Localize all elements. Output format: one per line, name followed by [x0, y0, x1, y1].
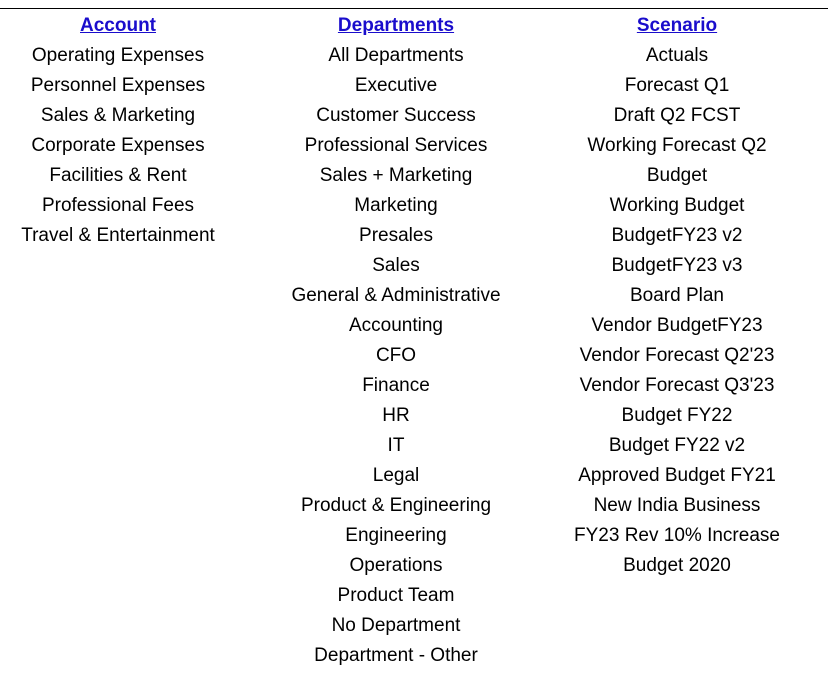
account-item: Corporate Expenses [31, 135, 205, 156]
scenario-item: FY23 Rev 10% Increase [574, 525, 780, 546]
department-item: CFO [375, 345, 417, 366]
account-item: Personnel Expenses [30, 75, 206, 96]
account-item: Travel & Entertainment [21, 225, 215, 246]
departments-column [272, 11, 520, 671]
departments-header-link[interactable]: Departments [337, 15, 455, 36]
department-item: Accounting [348, 315, 443, 336]
account-header-link[interactable]: Account [80, 15, 156, 36]
department-item: Professional Services [304, 135, 488, 156]
scenario-item: Working Forecast Q2 [587, 135, 767, 156]
account-item: Professional Fees [41, 195, 195, 216]
scenario-column [556, 11, 798, 581]
account-column [0, 11, 236, 251]
department-item: All Departments [328, 45, 464, 66]
department-item: Sales [372, 255, 420, 276]
department-item: Customer Success [316, 105, 476, 126]
scenario-item: Forecast Q1 [624, 75, 730, 96]
scenario-item: Vendor Forecast Q3'23 [579, 375, 775, 396]
department-item: Product Team [337, 585, 455, 606]
scenario-header-link[interactable]: Scenario [636, 15, 718, 36]
department-item: No Department [331, 615, 461, 636]
department-item: Finance [362, 375, 430, 396]
account-item: Operating Expenses [31, 45, 205, 66]
scenario-item: Actuals [645, 45, 709, 66]
scenario-item: Approved Budget FY21 [578, 465, 776, 486]
department-item: General & Administrative [291, 285, 501, 306]
department-item: Presales [359, 225, 433, 246]
top-border-line [0, 8, 828, 9]
scenario-item: Board Plan [629, 285, 724, 306]
scenario-item: Working Budget [609, 195, 745, 216]
scenario-item: Draft Q2 FCST [613, 105, 741, 126]
department-item: Legal [372, 465, 420, 486]
department-item: Marketing [354, 195, 438, 216]
scenario-item: Budget FY22 [621, 405, 733, 426]
scenario-item: Budget 2020 [623, 555, 731, 576]
scenario-item: Vendor Forecast Q2'23 [579, 345, 775, 366]
department-item: Engineering [345, 525, 447, 546]
department-item: Operations [349, 555, 443, 576]
account-item: Sales & Marketing [40, 105, 196, 126]
scenario-item: Vendor BudgetFY23 [591, 315, 763, 336]
department-item: Executive [354, 75, 438, 96]
scenario-item: Budget [646, 165, 708, 186]
department-item: IT [387, 435, 405, 456]
department-item: Department - Other [314, 645, 478, 666]
department-item: HR [382, 405, 410, 426]
account-item: Facilities & Rent [49, 165, 187, 186]
scenario-item: BudgetFY23 v2 [611, 225, 743, 246]
scenario-item: Budget FY22 v2 [608, 435, 746, 456]
scenario-item: New India Business [593, 495, 761, 516]
department-item: Product & Engineering [300, 495, 492, 516]
department-item: Sales + Marketing [319, 165, 473, 186]
scenario-item: BudgetFY23 v3 [611, 255, 743, 276]
